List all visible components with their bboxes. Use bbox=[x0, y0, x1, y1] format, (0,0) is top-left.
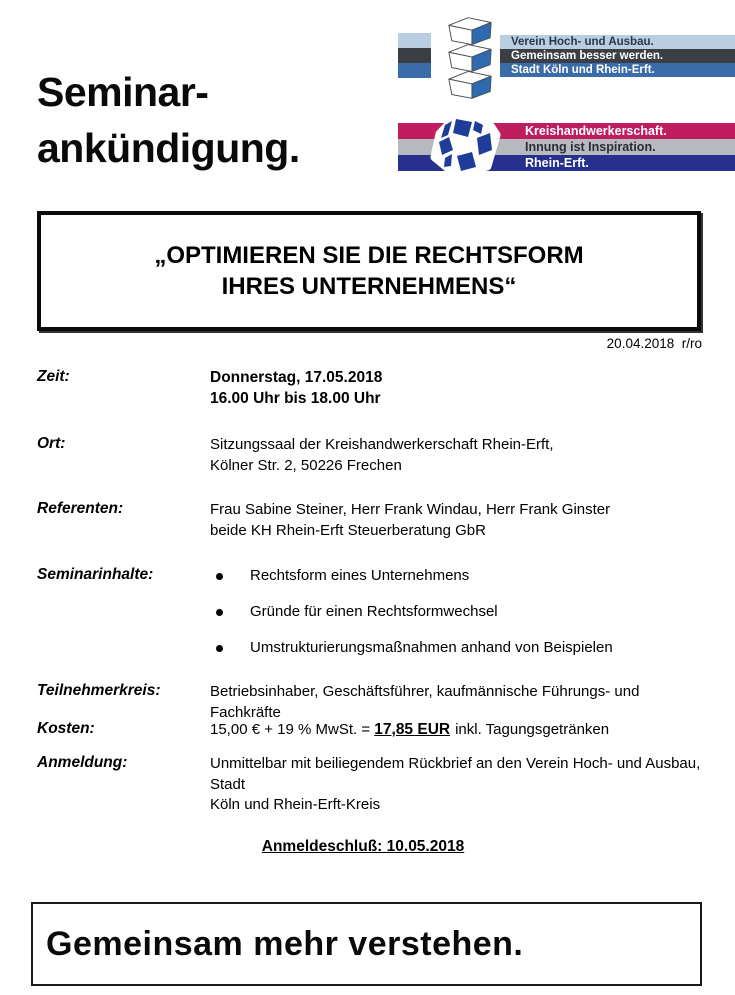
field-referenten bbox=[37, 500, 702, 541]
seminar-title-box bbox=[37, 211, 701, 331]
kosten-price-highlight: 17,85 EUR bbox=[374, 721, 451, 738]
field-label: Anmeldung: bbox=[37, 754, 128, 771]
field-label: Ort: bbox=[37, 435, 66, 452]
ort-line1: Sitzungssaal der Kreishandwerkerschaft Rhein-Erft, bbox=[210, 436, 554, 453]
registration-deadline-text: Anmeldeschluß: 10.05.2018 bbox=[261, 838, 465, 855]
field-value bbox=[210, 566, 702, 674]
page-title-line1: Seminar- bbox=[37, 69, 209, 115]
logo-stripe-block bbox=[398, 33, 431, 78]
list-item bbox=[210, 566, 702, 587]
field-value bbox=[210, 368, 702, 409]
field-value bbox=[210, 435, 702, 476]
field-label: Teilnehmerkreis: bbox=[37, 682, 161, 699]
zeit-line1: Donnerstag, 17.05.2018 bbox=[210, 369, 383, 386]
field-label: Referenten: bbox=[37, 500, 124, 517]
seminar-title-line1: „OPTIMIEREN SIE DIE RECHTSFORM bbox=[154, 242, 584, 269]
list-item-text: Gründe für einen Rechtsformwechsel bbox=[250, 603, 498, 620]
field-zeit bbox=[37, 368, 702, 409]
list-item bbox=[210, 638, 702, 659]
list-item-text: Umstrukturierungsmaßnahmen anhand von Beispielen bbox=[250, 639, 613, 656]
logo-bar: Gemeinsam besser werden. bbox=[500, 49, 735, 63]
field-ort bbox=[37, 435, 702, 476]
field-label: Seminarinhalte: bbox=[37, 566, 154, 583]
diamond-ring-emblem-icon bbox=[425, 110, 501, 182]
bullet-icon bbox=[216, 573, 223, 580]
field-seminarinhalte bbox=[37, 566, 702, 674]
field-value bbox=[210, 754, 702, 816]
footer-slogan-box bbox=[31, 902, 702, 986]
logo-verein-hoch-und-ausbau bbox=[398, 15, 735, 101]
logo-verein-text-bars bbox=[500, 35, 735, 77]
page-title-line2: ankündigung. bbox=[37, 125, 300, 171]
list-item bbox=[210, 602, 702, 623]
logo-bar: Stadt Köln und Rhein-Erft. bbox=[500, 63, 735, 77]
referenten-line2: beide KH Rhein-Erft Steuerberatung GbR bbox=[210, 521, 486, 539]
registration-deadline bbox=[37, 838, 701, 856]
kosten-prefix: 15,00 € + 19 % MwSt. = bbox=[210, 721, 375, 738]
anmeldung-line2: Köln und Rhein-Erft-Kreis bbox=[210, 796, 381, 813]
referenten-line1: Frau Sabine Steiner, Herr Frank Windau, Herr Frank Ginster bbox=[210, 501, 611, 518]
logo-kreishandwerkerschaft bbox=[398, 110, 735, 185]
list-item-text: Rechtsform eines Unternehmens bbox=[250, 567, 470, 584]
field-label: Kosten: bbox=[37, 720, 95, 737]
field-value bbox=[210, 500, 702, 541]
seminar-title-line2: IHRES UNTERNEHMENS“ bbox=[221, 273, 517, 300]
footer-slogan-text: Gemeinsam mehr verstehen. bbox=[46, 924, 524, 963]
kosten-suffix: inkl. Tagungsgetränken bbox=[455, 721, 610, 738]
stripe-lightblue bbox=[398, 33, 431, 48]
document-date: 20.04.2018 r/ro bbox=[606, 336, 702, 351]
logo-bar: Kreishandwerkerschaft. bbox=[398, 123, 735, 139]
logo-bar: Innung ist Inspiration. bbox=[398, 139, 735, 155]
page-title bbox=[37, 64, 300, 176]
stripe-blue bbox=[398, 63, 431, 78]
stacked-cubes-icon bbox=[446, 16, 494, 100]
ort-line2: Kölner Str. 2, 50226 Frechen bbox=[210, 456, 402, 474]
field-value: Betriebsinhaber, Geschäftsführer, kaufmännische Führungs- und Fachkräfte bbox=[210, 683, 640, 721]
stripe-dark bbox=[398, 48, 431, 63]
field-teilnehmerkreis bbox=[37, 682, 702, 723]
logo-bar: Rhein-Erft. bbox=[398, 155, 735, 171]
bullet-icon bbox=[216, 645, 223, 652]
anmeldung-line1: Unmittelbar mit beiliegendem Rückbrief an den Verein Hoch- und Ausbau, Stadt bbox=[210, 755, 701, 793]
field-value bbox=[210, 720, 702, 741]
field-label: Zeit: bbox=[37, 368, 70, 385]
field-anmeldung bbox=[37, 754, 702, 816]
field-kosten bbox=[37, 720, 702, 741]
logo-bar: Verein Hoch- und Ausbau. bbox=[500, 35, 735, 49]
zeit-line2: 16.00 Uhr bis 18.00 Uhr bbox=[210, 389, 381, 407]
bullet-icon bbox=[216, 609, 223, 616]
